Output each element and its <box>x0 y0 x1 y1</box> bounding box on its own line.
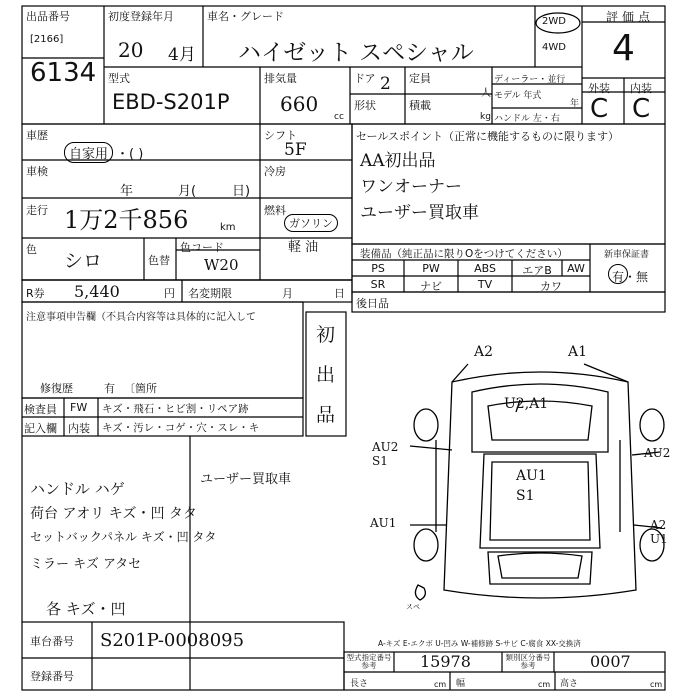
drive-2wd: 2WD <box>542 16 566 27</box>
name-change-month: 月 <box>282 287 293 300</box>
model-label: 型式 <box>108 72 130 85</box>
equip-airbag: エアB <box>522 264 552 277</box>
dealer-label: ディーラー・並行 <box>494 75 566 85</box>
dim-length-unit: cm <box>434 680 447 689</box>
repair-suffix: 〔箇所 <box>124 382 157 395</box>
doors-label: ドア <box>354 72 376 85</box>
remark-line-5: 各 キズ・凹 <box>46 600 126 618</box>
arrival-later-label: 後日品 <box>356 297 389 310</box>
warranty-label: 新車保証書 <box>604 250 650 260</box>
equipment-label: 装備品（純正品に限りOをつけてください） <box>360 248 568 260</box>
type-cert-value: 15978 <box>420 652 471 671</box>
fuel-gasoline: ガソリン <box>284 214 338 232</box>
car-name-grade-label: 車名・グレード <box>207 10 284 23</box>
mark-left-upper: AU2 S1 <box>372 440 399 468</box>
remarks-user-purchase: ユーザー買取車 <box>200 472 292 487</box>
score-label: 評価点 <box>606 10 655 24</box>
shift-label: シフト <box>264 129 297 142</box>
interior-label: 内装 <box>630 82 652 95</box>
equip-pw: PW <box>422 262 440 275</box>
type-cert-label: 型式指定番号 参考 <box>346 653 392 670</box>
recycle-label: R券 <box>26 287 45 300</box>
sales-point-1: AA初出品 <box>360 151 436 171</box>
equip-navi: ナビ <box>420 280 442 293</box>
sales-points-label: セールスポイント（正常に機能するものに限ります） <box>356 130 620 143</box>
remark-line-4: ミラー キズ アタセ <box>30 557 142 572</box>
mark-top-right: A1 <box>568 344 588 360</box>
color-value: シロ <box>64 250 103 272</box>
mark-spare: スペ <box>406 603 420 611</box>
doors-value: 2 <box>380 74 391 94</box>
chassis-label: 車台番号 <box>30 635 74 648</box>
mileage-value: 1万2千856 <box>64 206 189 234</box>
repair-value: 有 <box>104 382 115 395</box>
inspector-fw: FW <box>70 401 88 414</box>
aircon-label: 冷房 <box>264 165 286 178</box>
class-code-value: 0007 <box>590 652 631 671</box>
equip-abs: ABS <box>474 262 496 275</box>
dim-width-label: 幅 <box>456 679 466 689</box>
displacement-label: 排気量 <box>264 72 297 85</box>
entry-interior: 内装 <box>68 422 90 435</box>
history-label: 車歴 <box>26 129 48 142</box>
registration-label: 登録番号 <box>30 670 74 683</box>
kg-unit: kg <box>480 112 491 122</box>
recycle-value: 5,440 <box>74 282 120 301</box>
inspection-month: 月( <box>178 184 197 199</box>
history-value: 自家用 <box>64 142 113 163</box>
lot-code: [2166] <box>30 34 64 45</box>
first-registration-label: 初度登録年月 <box>108 10 174 23</box>
entry-items: キズ・汚レ・コゲ・穴・スレ・キ <box>102 422 260 434</box>
stamp-char-1: 初 <box>316 324 336 346</box>
fuel-diesel: 軽 油 <box>288 240 319 255</box>
load-label: 積載 <box>409 99 431 112</box>
mark-roof: AU1 S1 <box>516 468 547 504</box>
color-code-label: 色コード <box>180 241 224 254</box>
mark-right-lower: A2 U1 <box>650 518 668 546</box>
dim-width-unit: cm <box>538 680 551 689</box>
entry-label: 記入欄 <box>24 422 57 435</box>
shape-label: 形状 <box>354 99 376 112</box>
name-change-day: 日 <box>334 287 345 300</box>
warranty-circle <box>608 264 628 284</box>
exterior-label: 外装 <box>588 82 610 95</box>
history-rest: ・( ) <box>116 147 144 162</box>
notes-label: 注意事項申告欄（不具合内容等は具体的に記入して <box>26 312 256 323</box>
remark-line-1: ハンドル ハゲ <box>30 480 125 498</box>
damage-legend: A-キズ E-エクボ U-凹み W-補修跡 S-サビ C-腐食 XX-交換済 <box>378 639 581 648</box>
stamp-char-3: 品 <box>316 404 336 426</box>
registration-month: 4月 <box>168 45 196 65</box>
equip-leather: カワ <box>540 280 562 293</box>
equip-ps: PS <box>371 262 385 275</box>
mileage-label: 走行 <box>26 204 48 217</box>
inspection-year: 年 <box>120 184 134 199</box>
inspection-day: 日) <box>232 184 251 199</box>
mark-top-left: A2 <box>474 344 494 360</box>
interior-grade: C <box>632 94 651 124</box>
color-code: W20 <box>204 256 239 274</box>
mark-hood: U2,A1 <box>504 396 549 412</box>
remark-line-2: 荷台 アオリ キズ・凹 タタ <box>30 506 197 522</box>
displacement-value: 660 <box>280 92 319 116</box>
remark-line-3: セットバックパネル キズ・凹 タタ <box>30 530 217 544</box>
warranty-value: 有・無 <box>612 270 649 284</box>
model-code: EBD-S201P <box>112 90 230 114</box>
fuel-label: 燃料 <box>264 204 286 217</box>
name-change-label: 名変期限 <box>188 287 232 300</box>
inspector-label: 検査員 <box>24 403 57 416</box>
dim-height-unit: cm <box>650 680 663 689</box>
sales-point-3: ユーザー買取車 <box>360 203 479 223</box>
chassis-value: S201P-0008095 <box>100 630 245 651</box>
handle-label: ハンドル 左・右 <box>494 114 560 124</box>
dim-length-label: 長さ <box>350 679 369 689</box>
cc-unit: cc <box>334 112 344 122</box>
drive-4wd: 4WD <box>542 42 566 53</box>
mark-left-lower: AU1 <box>370 516 397 530</box>
model-year-suffix: 年 <box>570 99 580 109</box>
score-value: 4 <box>612 28 635 69</box>
registration-year: 20 <box>118 38 144 62</box>
color-change-label: 色替 <box>148 254 170 267</box>
dim-height-label: 高さ <box>560 679 579 689</box>
sales-point-2: ワンオーナー <box>360 177 462 197</box>
class-code-label: 類別区分番号 参考 <box>505 653 551 670</box>
inspector-items: キズ・飛石・ヒビ割・リペア跡 <box>102 403 249 415</box>
equip-tv: TV <box>477 278 493 291</box>
repair-label: 修復歴 <box>40 382 73 395</box>
lot-number-label: 出品番号 <box>26 10 70 23</box>
car-name: ハイゼット スペシャル <box>238 40 474 66</box>
mark-right-upper: AU2 <box>644 446 671 460</box>
recycle-unit: 円 <box>164 287 175 300</box>
model-year-label: モデル 年式 <box>494 91 542 101</box>
mileage-unit: km <box>220 222 236 233</box>
color-label: 色 <box>26 243 37 256</box>
equip-aw: AW <box>567 262 585 275</box>
exterior-grade: C <box>590 94 609 124</box>
equip-sr: SR <box>370 278 386 291</box>
lot-number: 6134 <box>30 58 97 88</box>
capacity-unit: 人 <box>481 88 491 99</box>
shift-value: 5F <box>284 140 307 160</box>
stamp-char-2: 出 <box>316 364 336 386</box>
capacity-label: 定員 <box>409 72 431 85</box>
inspection-label: 車検 <box>26 165 48 178</box>
